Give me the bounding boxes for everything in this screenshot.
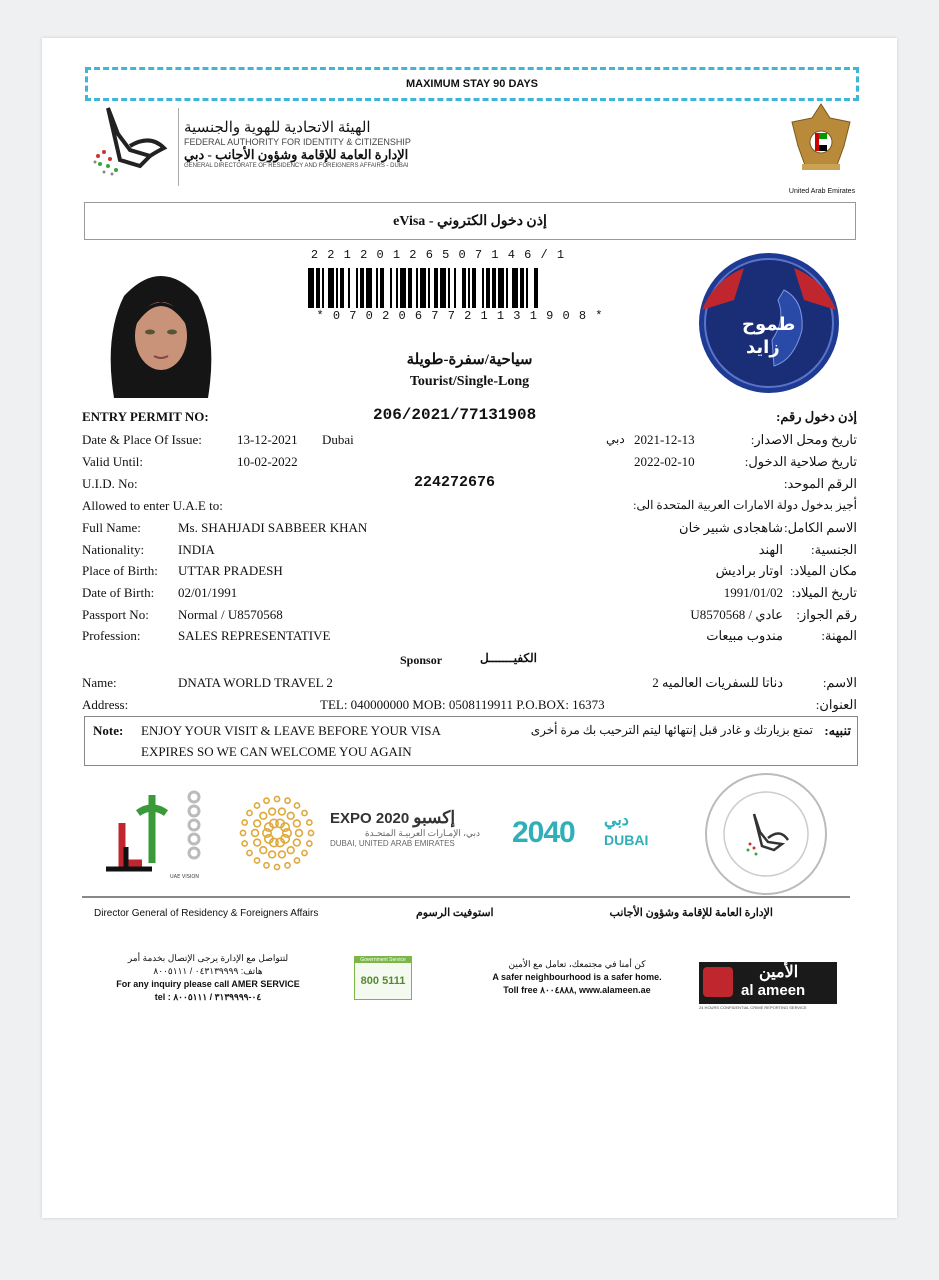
amer-ar-1: لتتواصل مع الإدارة يرجى الإتصال بخدمة أمر [127, 953, 289, 963]
barcode-bar [308, 268, 314, 308]
issue-label-en: Date & Place Of Issue: [82, 432, 202, 447]
badge-text-1: طموح [742, 314, 796, 335]
sponsor-title-en: Sponsor [400, 653, 443, 667]
note-line1-en: ENJOY YOUR VISIT & LEAVE BEFORE YOUR VISA [141, 723, 441, 738]
amer-contact [108, 952, 308, 1004]
barcode-bar [376, 268, 378, 308]
expo-emblem-dot [254, 820, 261, 827]
note-label-en: Note: [93, 723, 124, 738]
uae-vision-text: UAE VISION [170, 874, 200, 880]
expo-emblem-dot [252, 830, 259, 837]
dob-en: 02/01/1991 [178, 585, 238, 600]
barcode-bar [462, 268, 466, 308]
directorate-name-en: GENERAL DIRECTORATE OF RESIDENCY AND FOREIGNERS AFFAIRS - DUBAI [184, 163, 409, 169]
visa-type-ar: سياحية/سفرة-طويلة [406, 352, 533, 368]
alameen-logo-en: al ameen [741, 982, 806, 999]
expo-emblem-dot [287, 812, 294, 819]
expo-emblem-dot [302, 850, 307, 855]
expo-emblem-dot [240, 830, 245, 835]
evisa-title: إذن دخول الكتروني - eVisa [393, 213, 547, 229]
issue-date: 13-12-2021 [237, 432, 298, 447]
nat-ar: الهند [758, 542, 783, 557]
name-en: Ms. SHAHJADI SABBEER KHAN [178, 520, 368, 535]
visa-document [42, 38, 897, 1218]
official-seal [702, 770, 830, 898]
note-line2-en: EXPIRES SO WE CAN WELCOME YOU AGAIN [141, 744, 412, 759]
sponsor-address: TEL: 040000000 MOB: 0508119911 P.O.BOX: 16373 [320, 697, 605, 712]
allowed-en: Allowed to enter U.A.E to: [82, 498, 223, 513]
barcode-bar [316, 268, 320, 308]
sponsor-title-ar: الكفيـــــــل [480, 651, 538, 665]
expo-emblem-dot [278, 851, 285, 858]
alameen-ar-1: كن أمنا في مجتمعك، تعامل مع الأمين [508, 959, 646, 969]
expo-emblem-dot [260, 812, 267, 819]
alameen-contact [482, 958, 672, 997]
expo-sub-ar: دبي، الإمـارات العربيـة المتحـدة [364, 828, 480, 838]
expo-2020-emblem [232, 788, 322, 878]
name-ar: شاهجادى شبير خان [679, 520, 783, 535]
expo-emblem-dot [308, 830, 313, 835]
issue-date-ar: 2021-12-13 [634, 432, 695, 447]
uae-label: United Arab Emirates [788, 188, 856, 195]
expo-emblem-dot [285, 863, 290, 868]
sponsor-name-label-ar: الاسم: [822, 675, 857, 690]
prof-label-en: Profession: [82, 628, 141, 643]
expo-emblem-dot [274, 864, 279, 869]
barcode-bar [356, 268, 358, 308]
expo-sub-en: DUBAI, UNITED ARAB EMIRATES [330, 839, 455, 848]
barcode-bar [482, 268, 484, 308]
uae-vision-logo [102, 783, 212, 883]
expo-emblem-dot [264, 863, 269, 868]
badge-text-2: زايد [746, 337, 780, 358]
note-text-ar: تمتع بزيارتك و غادر قبل إنتهائها ليتم الترحيب بك مرة أخرى [530, 723, 813, 737]
barcode-bar [468, 268, 470, 308]
director-en: Director General of Residency & Foreigners Affairs [94, 908, 319, 919]
issue-place-ar: دبي [606, 432, 625, 446]
expo-emblem-dot [293, 839, 300, 846]
note-label-ar: تنبيه: [824, 723, 851, 738]
gov-service-badge [354, 956, 412, 1000]
prof-en: SALES REPRESENTATIVE [178, 628, 331, 643]
authority-name-ar: الهيئة الاتحادية للهوية والجنسية [184, 120, 371, 136]
note-box [84, 716, 858, 766]
expo-emblem-dot [307, 820, 312, 825]
pob-en: UTTAR PRADESH [178, 563, 283, 578]
sponsor-name-ar: دناتا للسفريات العالميه 2 [652, 675, 783, 690]
pp-label-ar: رقم الجواز: [796, 607, 857, 622]
alameen-tagline: 24 HOURS CONFIDENTIAL CRIME REPORTING SERVICE [699, 1005, 807, 1010]
dubai-2040-en: DUBAI [604, 832, 649, 848]
uid-number: 224272676 [414, 474, 496, 491]
uae-emblem [786, 98, 856, 186]
barcode-top-number: 2 2 1 2 0 1 2 6 5 0 7 1 4 6 / 1 [310, 248, 566, 262]
fees-paid-ar: استوفيت الرسوم [416, 907, 494, 919]
barcode-bar [336, 268, 338, 308]
pob-label-en: Place of Birth: [82, 563, 158, 578]
expo-en: EXPO 2020 [330, 810, 410, 827]
expo-emblem-dot [264, 798, 269, 803]
valid-date-ar: 2022-02-10 [634, 454, 695, 469]
pp-label-en: Passport No: [82, 607, 149, 622]
expo-emblem-dot [287, 847, 294, 854]
barcode-bar [396, 268, 398, 308]
barcode-bar [498, 268, 504, 308]
barcode-bar [472, 268, 476, 308]
uid-label-ar: الرقم الموحد: [783, 476, 857, 491]
max-stay-banner: MAXIMUM STAY 90 DAYS [85, 67, 859, 101]
permit-label-ar: إذن دخول رقم: [776, 409, 857, 424]
expo-emblem-dot [302, 810, 307, 815]
dob-label-ar: تاريخ الميلاد: [791, 585, 857, 600]
barcode-bar [380, 268, 384, 308]
sponsor-address-label-ar: العنوان: [815, 697, 857, 712]
nat-en: INDIA [178, 542, 215, 557]
amer-ar-2: هاتف: ٠٤٣١٣٩٩٩٩ / ٨٠٠٥١١١ [153, 966, 263, 976]
barcode-bar [328, 268, 334, 308]
directorate-name-ar: الإدارة العامة للإقامة وشؤون الأجانب - دبي [184, 147, 409, 162]
expo-ar: إكسبو [413, 808, 456, 827]
alameen-logo [699, 962, 837, 1004]
barcode-bar [440, 268, 446, 308]
permit-label-en: ENTRY PERMIT NO: [82, 409, 209, 424]
expo-emblem-dot [247, 810, 252, 815]
nat-label-en: Nationality: [82, 542, 145, 557]
dubai-2040-ar: دبي [604, 812, 629, 829]
issue-place: Dubai [322, 432, 354, 447]
footer-divider [82, 896, 850, 898]
barcode-bar [434, 268, 438, 308]
barcode-bar [360, 268, 364, 308]
valid-label-ar: تاريخ صلاحية الدخول: [744, 454, 857, 469]
sponsor-address-label-en: Address: [82, 697, 129, 712]
barcode-bottom-number: * 0 7 0 2 0 6 7 7 2 1 1 3 1 9 0 8 * [316, 309, 604, 323]
pob-ar: اوتار براديش [715, 563, 783, 578]
name-label-en: Full Name: [82, 520, 141, 535]
barcode-bar [416, 268, 418, 308]
valid-label-en: Valid Until: [82, 454, 144, 469]
barcode-bar [390, 268, 392, 308]
expo-emblem-dot [278, 808, 285, 815]
barcode [268, 264, 652, 310]
expo-emblem-dot [247, 850, 252, 855]
alameen-icon [703, 967, 733, 997]
expo-emblem-dot [274, 796, 279, 801]
amer-en-1: For any inquiry please call AMER SERVICE [116, 979, 300, 989]
barcode-bar [448, 268, 450, 308]
prof-label-ar: المهنة: [821, 628, 857, 643]
pp-en: Normal / U8570568 [178, 607, 283, 622]
visa-type-en: Tourist/Single-Long [409, 374, 530, 389]
expo-emblem-dot [307, 841, 312, 846]
gov-service-label: Government Service [355, 957, 411, 963]
prof-ar: مندوب مبيعات [706, 628, 783, 643]
barcode-bar [506, 268, 508, 308]
barcode-bar [428, 268, 430, 308]
alameen-en-1: A safer neighbourhood is a safer home. [492, 972, 662, 982]
dubai-2040-number: 2040 [512, 816, 575, 849]
permit-number: 206/2021/77131908 [373, 406, 537, 424]
valid-date: 10-02-2022 [237, 454, 298, 469]
dob-label-en: Date of Birth: [82, 585, 155, 600]
alameen-en-2: Toll free ٨٠٠٤٨٨٨, www.alameen.ae [503, 985, 651, 995]
uid-label-en: U.I.D. No: [82, 476, 138, 491]
sponsor-name-label-en: Name: [82, 675, 117, 690]
director-ar: الإدارة العامة للإقامة وشؤون الأجانب [609, 907, 773, 919]
pp-ar: عادي / U8570568 [690, 607, 783, 622]
expo-emblem-dot [296, 830, 303, 837]
evisa-title-box [84, 202, 856, 240]
barcode-bar [400, 268, 406, 308]
authority-name-en: FEDERAL AUTHORITY FOR IDENTITY & CITIZENSHIP [184, 137, 411, 147]
dob-ar: 1991/01/02 [723, 585, 783, 600]
expo-emblem-dot [260, 847, 267, 854]
barcode-bar [534, 268, 538, 308]
expo-emblem-dot [294, 803, 299, 808]
issue-label-ar: تاريخ ومحل الاصدار: [750, 432, 857, 447]
icp-falcon-logo [90, 104, 170, 184]
alameen-logo-ar: الأمين [759, 964, 799, 981]
sponsor-name-en: DNATA WORLD TRAVEL 2 [178, 675, 333, 690]
expo-emblem-dot [294, 858, 299, 863]
expo-emblem-dot [254, 858, 259, 863]
nat-label-ar: الجنسية: [811, 542, 857, 557]
barcode-bar [454, 268, 456, 308]
gov-service-number: 800 5111 [360, 975, 406, 987]
expo-emblem-dot [269, 851, 276, 858]
barcode-bar [512, 268, 518, 308]
expo-emblem-dot [293, 820, 300, 827]
barcode-bar [340, 268, 344, 308]
barcode-bar [526, 268, 528, 308]
allowed-ar: أجيز بدخول دولة الامارات العربية المتحدة الى: [633, 498, 857, 512]
barcode-bar [348, 268, 350, 308]
header-divider [178, 108, 179, 186]
barcode-bar [322, 268, 324, 308]
expo-emblem-dot [285, 798, 290, 803]
barcode-bar [492, 268, 496, 308]
barcode-bar [520, 268, 524, 308]
expo-emblem-dot [254, 839, 261, 846]
pob-label-ar: مكان الميلاد: [789, 563, 857, 578]
barcode-bar [420, 268, 426, 308]
expo-emblem-dot [242, 820, 247, 825]
expo-emblem-dot [254, 803, 259, 808]
expo-emblem-dot [242, 841, 247, 846]
barcode-bar [366, 268, 372, 308]
expo-emblem-dot [269, 808, 276, 815]
barcode-bar [486, 268, 490, 308]
name-label-ar: الاسم الكامل: [784, 520, 857, 535]
barcode-bar [408, 268, 412, 308]
expo-2020-text [330, 808, 480, 848]
amer-en-2: tel : ٠٤-٣١٣٩٩٩٩ / ٨٠٠٥١١١ [154, 992, 262, 1002]
